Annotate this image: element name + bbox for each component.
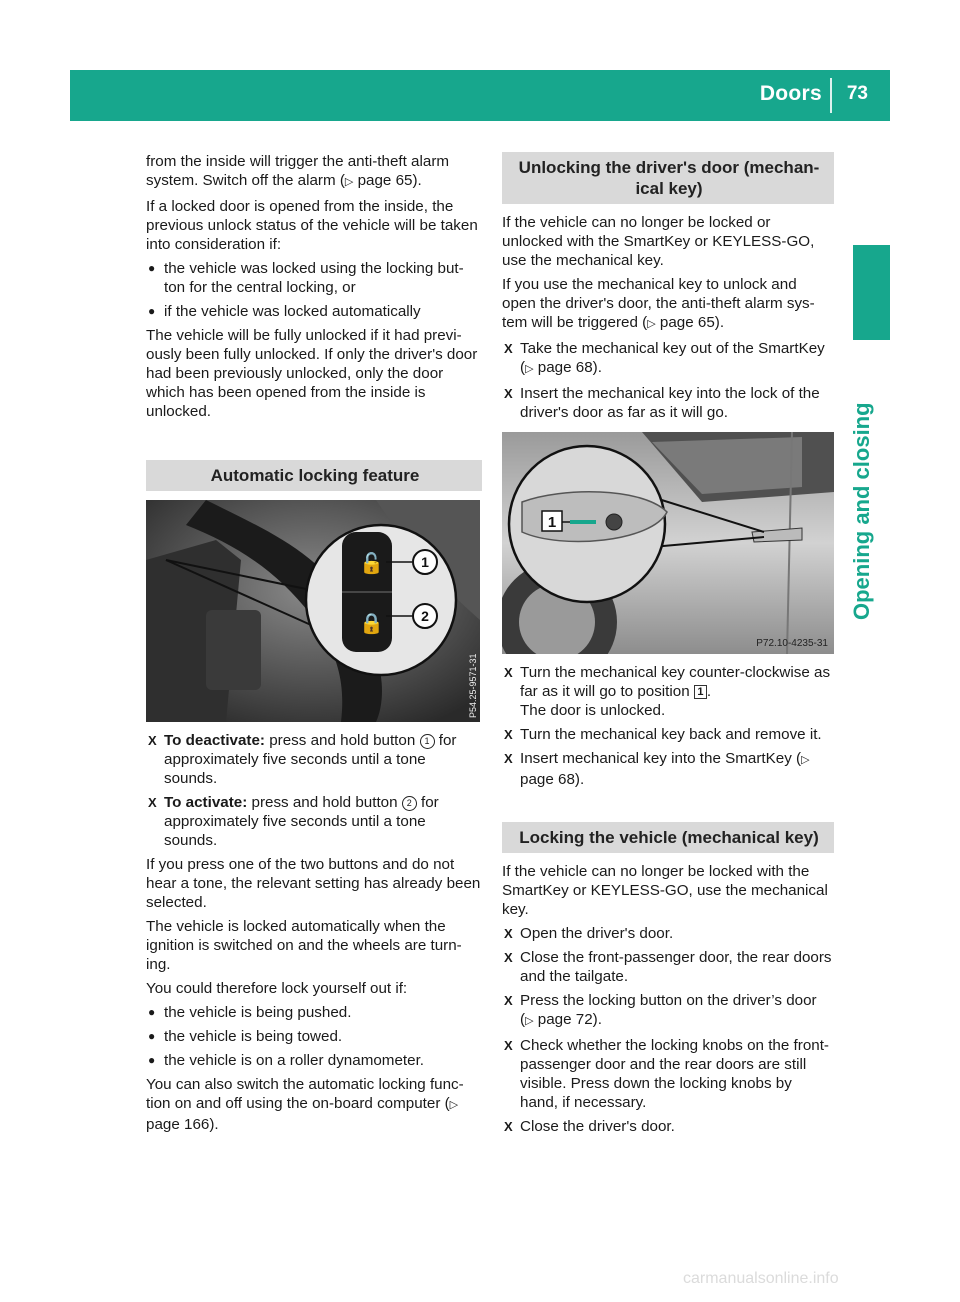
instruction-step: X Press the locking button on the driver’s door (▷ page 72). xyxy=(504,992,817,1028)
bullet-icon: ● xyxy=(148,1029,156,1043)
bullet-icon: ● xyxy=(148,261,156,275)
button-ref-badge: 2 xyxy=(402,796,417,811)
bullet-icon: ● xyxy=(148,304,156,318)
paragraph: from the inside will trigger the anti-theft alarm system. Switch off the alarm (▷ page 65). xyxy=(146,153,450,189)
paragraph: If the vehicle can no longer be locked with the SmartKey or KEYLESS-GO, use the mechanical key. xyxy=(502,863,828,918)
side-label-text: Opening and closing xyxy=(849,402,874,620)
svg-text:1: 1 xyxy=(421,554,429,570)
bullet-icon: ● xyxy=(148,1053,156,1067)
lock-icon: 🔓 xyxy=(359,551,384,575)
page-ref-arrow-icon: ▷ xyxy=(449,1099,459,1111)
paragraph: The vehicle is locked automatically when the ignition is switched on and the wheels are turn- ing. xyxy=(146,918,462,973)
list-item: ● the vehicle is being towed. xyxy=(148,1028,343,1045)
step-marker-icon: X xyxy=(504,727,513,742)
step-marker-icon: X xyxy=(148,733,157,748)
right-column xyxy=(502,152,834,1141)
instruction-step: X Open the driver's door. xyxy=(504,925,674,942)
step-result: The door is unlocked. xyxy=(520,702,666,719)
step-marker-icon: X xyxy=(148,795,157,810)
svg-text:1: 1 xyxy=(547,514,557,531)
page-link[interactable]: page 65). xyxy=(353,172,422,189)
steering-wheel-image xyxy=(146,500,480,722)
instruction-step: X Turn the mechanical key back and remove it. xyxy=(504,726,822,743)
side-tab xyxy=(853,245,890,340)
section-heading-locking: Locking the vehicle (mechanical key) xyxy=(502,822,834,853)
instruction-step: X Check whether the locking knobs on the front-passenger door and the rear doors are still visible. Press down the locking knobs by hand, if necessary. xyxy=(504,1037,829,1111)
paragraph: If a locked door is opened from the inside, the previous unlock status of the vehicle will be taken into consideration if: xyxy=(146,198,478,253)
step-marker-icon: X xyxy=(504,665,513,680)
header-bar xyxy=(70,70,890,121)
list-item: ● the vehicle is being pushed. xyxy=(148,1004,352,1021)
figure-code: P72.10-4235-31 xyxy=(756,638,828,649)
section-heading-automatic-locking: Automatic locking feature xyxy=(146,460,482,491)
instruction-step: X Insert the mechanical key into the lock of the driver's door as far as it will go. xyxy=(504,385,820,421)
page-link[interactable]: page 72). xyxy=(533,1011,602,1028)
page-ref-arrow-icon: ▷ xyxy=(647,318,656,330)
step-marker-icon: X xyxy=(504,1038,513,1053)
page-ref-arrow-icon: ▷ xyxy=(525,1015,534,1027)
step-marker-icon: X xyxy=(504,950,513,965)
paragraph: If you use the mechanical key to unlock and open the driver's door, the anti-theft alarm sys- tem will be triggered (▷ page 65). xyxy=(502,276,815,331)
position-badge: 1 xyxy=(694,685,707,699)
figure-code: P54.25-9571-31 xyxy=(468,653,478,718)
lock-icon: 🔒 xyxy=(359,611,384,635)
paragraph: You can also switch the automatic locking func- tion on and off using the on-board computer (▷ page 166). xyxy=(146,1076,464,1133)
step-marker-icon: X xyxy=(504,926,513,941)
step-marker-icon: X xyxy=(504,993,513,1008)
instruction-step: X Close the driver's door. xyxy=(504,1118,675,1135)
page-number: 73 xyxy=(846,83,868,104)
instruction-step: X Insert mechanical key into the SmartKey (▷ page 68). xyxy=(504,750,810,788)
step-marker-icon: X xyxy=(504,386,513,401)
figure-door-lock xyxy=(502,432,834,654)
page-link[interactable]: page 68). xyxy=(533,359,602,376)
page-ref-arrow-icon: ▷ xyxy=(801,754,810,766)
instruction-step: X Close the front-passenger door, the rear doors and the tailgate. xyxy=(504,949,832,985)
instruction-step: X To deactivate: press and hold button 1 for approximately five seconds until a tone sounds. xyxy=(148,732,457,787)
page-ref-arrow-icon: ▷ xyxy=(525,363,534,375)
bullet-icon: ● xyxy=(148,1005,156,1019)
header-divider xyxy=(830,78,832,113)
svg-text:2: 2 xyxy=(421,608,429,624)
step-marker-icon: X xyxy=(504,341,513,356)
paragraph: If you press one of the two buttons and do not hear a tone, the relevant setting has already been selected. xyxy=(146,856,481,911)
instruction-step: X Take the mechanical key out of the SmartKey (▷ page 68). xyxy=(504,340,825,376)
page-link[interactable]: page 166). xyxy=(146,1116,219,1133)
paragraph: The vehicle will be fully unlocked if it had previ- ously been fully unlocked. If only the driver's door had been previously unlocked, only the door which has been opened from the inside is unlocked. xyxy=(146,327,478,420)
page-link[interactable]: page 68). xyxy=(520,771,585,788)
step-marker-icon: X xyxy=(504,751,513,766)
page-link[interactable]: page 65). xyxy=(655,314,725,331)
step-marker-icon: X xyxy=(504,1119,513,1134)
list-item: ● the vehicle is on a roller dynamometer. xyxy=(148,1052,425,1069)
button-ref-badge: 1 xyxy=(420,734,435,749)
watermark-site: carmanualsonline.info xyxy=(683,1270,839,1287)
paragraph: If the vehicle can no longer be locked or unlocked with the SmartKey or KEYLESS-GO, use the mechanical key. xyxy=(502,214,815,269)
section-heading-unlocking: Unlocking the driver's door (mechan- ical key) xyxy=(502,152,834,204)
list-item: ● the vehicle was locked using the locking but- ton for the central locking, or xyxy=(148,260,464,296)
list-item: ● if the vehicle was locked automatically xyxy=(148,303,421,320)
left-column xyxy=(146,152,482,1139)
chapter-title: Doors xyxy=(759,82,822,105)
instruction-step: X To activate: press and hold button 2 for approximately five seconds until a tone sounds. xyxy=(148,794,439,849)
door-lock-image xyxy=(502,432,834,654)
page-ref-arrow-icon: ▷ xyxy=(344,176,354,188)
instruction-step: X Turn the mechanical key counter-clockwise as far as it will go to position 1 . The door is unlocked. xyxy=(504,664,831,719)
figure-locking-buttons xyxy=(146,500,482,722)
paragraph: You could therefore lock yourself out if: xyxy=(146,980,408,997)
